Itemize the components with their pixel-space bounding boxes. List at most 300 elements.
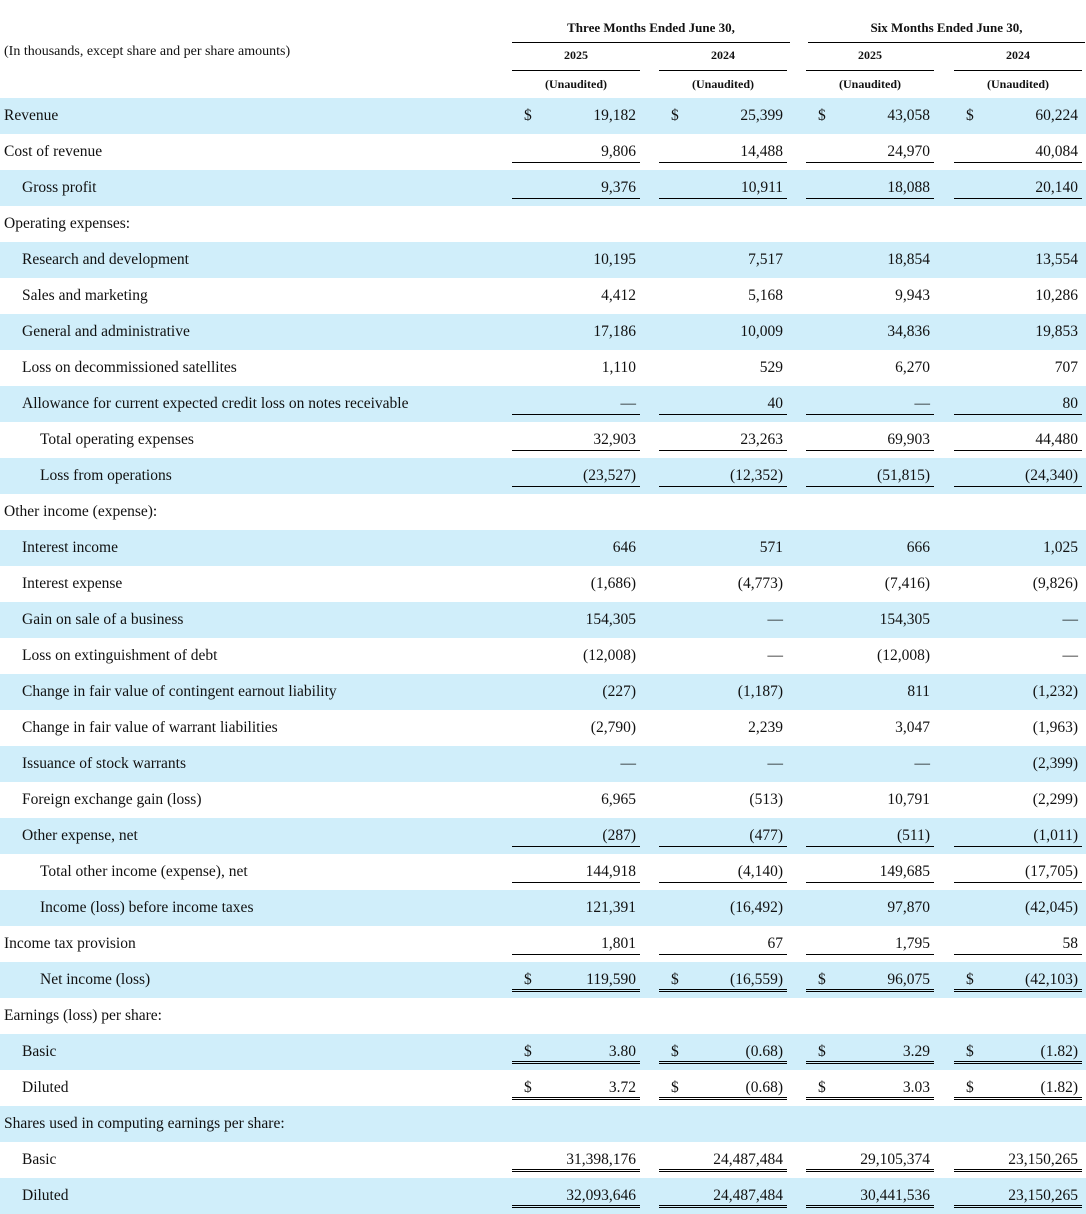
table-row xyxy=(0,602,1086,638)
table-cell xyxy=(659,350,787,386)
table-row xyxy=(0,566,1086,602)
cell-value: 121,391 xyxy=(585,899,636,916)
cell-value: 1,795 xyxy=(895,935,930,952)
table-cell xyxy=(954,926,1082,955)
cell-value: (1,011) xyxy=(1033,827,1078,844)
year-rule xyxy=(806,70,934,71)
table-cell xyxy=(806,422,934,451)
table-row xyxy=(0,134,1086,170)
cell-value: — xyxy=(1062,611,1078,628)
table-row xyxy=(0,422,1086,458)
cell-value: (12,352) xyxy=(730,467,783,484)
currency-symbol: $ xyxy=(966,1079,974,1096)
table-cell xyxy=(659,1034,787,1064)
row-label: Total other income (expense), net xyxy=(40,863,248,880)
row-label: Change in fair value of contingent earnout liability xyxy=(22,683,337,700)
cell-value: 19,182 xyxy=(593,107,636,124)
cell-value: 32,093,646 xyxy=(566,1187,636,1204)
table-cell xyxy=(954,350,1082,386)
table-cell xyxy=(806,746,934,782)
cell-value: 707 xyxy=(1054,359,1078,376)
cell-value: 40 xyxy=(767,395,783,412)
cell-value: 10,791 xyxy=(887,791,930,808)
table-row xyxy=(0,242,1086,278)
table-cell xyxy=(659,962,787,992)
cell-value: 646 xyxy=(612,539,636,556)
units-note: (In thousands, except share and per share amounts) xyxy=(4,44,291,59)
cell-value: 69,903 xyxy=(887,431,930,448)
table-cell xyxy=(659,422,787,451)
row-label: Earnings (loss) per share: xyxy=(4,1007,162,1024)
row-label: Foreign exchange gain (loss) xyxy=(22,791,202,808)
row-label: General and administrative xyxy=(22,323,190,340)
row-label: Research and development xyxy=(22,251,189,268)
cell-value: (12,008) xyxy=(877,647,930,664)
cell-value: (1.82) xyxy=(1040,1079,1078,1096)
table-cell xyxy=(659,278,787,314)
cell-value: 19,853 xyxy=(1035,323,1078,340)
cell-value: — xyxy=(620,395,636,412)
table-cell xyxy=(806,638,934,674)
cell-value: 4,412 xyxy=(601,287,636,304)
table-cell xyxy=(512,854,640,883)
row-label: Other expense, net xyxy=(22,827,138,844)
cell-value: (2,790) xyxy=(590,719,636,736)
table-cell xyxy=(806,674,934,710)
cell-value: 60,224 xyxy=(1035,107,1078,124)
table-cell xyxy=(512,638,640,674)
currency-symbol: $ xyxy=(966,1043,974,1060)
cell-value: 1,801 xyxy=(601,935,636,952)
cell-value: 3.72 xyxy=(608,1079,636,1096)
table-cell xyxy=(659,134,787,163)
currency-symbol: $ xyxy=(818,971,826,988)
table-cell xyxy=(954,170,1082,199)
cell-value: — xyxy=(767,611,783,628)
table-cell xyxy=(806,998,934,1034)
table-row xyxy=(0,1106,1086,1142)
cell-value: 1,025 xyxy=(1043,539,1078,556)
cell-value: — xyxy=(1062,647,1078,664)
cell-value: (16,559) xyxy=(730,971,783,988)
table-row xyxy=(0,746,1086,782)
table-cell xyxy=(659,1142,787,1172)
cell-value: 666 xyxy=(906,539,930,556)
table-cell xyxy=(806,206,934,242)
table-cell xyxy=(659,818,787,847)
row-label: Interest income xyxy=(22,539,118,556)
cell-value: 31,398,176 xyxy=(566,1151,636,1168)
table-cell xyxy=(659,530,787,566)
table-cell xyxy=(954,1034,1082,1064)
cell-value: (42,045) xyxy=(1025,899,1078,916)
cell-value: (511) xyxy=(897,827,930,844)
table-cell xyxy=(659,242,787,278)
cell-value: — xyxy=(620,755,636,772)
table-cell xyxy=(659,566,787,602)
table-cell xyxy=(954,854,1082,883)
table-cell xyxy=(954,962,1082,992)
row-label: Loss on extinguishment of debt xyxy=(22,647,218,664)
table-cell xyxy=(659,674,787,710)
column-year: 2025 xyxy=(564,48,588,62)
table-cell xyxy=(659,746,787,782)
table-cell xyxy=(659,602,787,638)
cell-value: 10,195 xyxy=(593,251,636,268)
table-cell xyxy=(512,422,640,451)
table-cell xyxy=(512,1034,640,1064)
table-cell xyxy=(512,314,640,350)
table-row xyxy=(0,98,1086,134)
cell-value: 18,854 xyxy=(887,251,930,268)
table-cell xyxy=(512,458,640,487)
currency-symbol: $ xyxy=(524,1043,532,1060)
table-cell xyxy=(954,422,1082,451)
cell-value: 23,150,265 xyxy=(1008,1151,1078,1168)
column-year: 2024 xyxy=(711,48,735,62)
table-cell xyxy=(954,746,1082,782)
column-status: (Unaudited) xyxy=(544,77,607,91)
row-label: Gain on sale of a business xyxy=(22,611,184,628)
table-cell xyxy=(806,818,934,847)
cell-value: 529 xyxy=(759,359,783,376)
cell-value: 154,305 xyxy=(585,611,636,628)
table-cell xyxy=(512,746,640,782)
table-cell xyxy=(512,242,640,278)
cell-value: 3,047 xyxy=(895,719,930,736)
cell-value: (0.68) xyxy=(745,1079,783,1096)
group-rule xyxy=(512,42,790,43)
row-label: Shares used in computing earnings per share: xyxy=(4,1115,285,1132)
table-row xyxy=(0,314,1086,350)
table-cell xyxy=(806,458,934,487)
table-cell xyxy=(954,674,1082,710)
table-cell xyxy=(806,134,934,163)
cell-value: 3.03 xyxy=(902,1079,930,1096)
currency-symbol: $ xyxy=(671,1079,679,1096)
cell-value: 14,488 xyxy=(740,143,783,160)
table-cell xyxy=(806,710,934,746)
cell-value: 24,970 xyxy=(887,143,930,160)
column-status: (Unaudited) xyxy=(838,77,901,91)
cell-value: 6,965 xyxy=(601,791,636,808)
row-label: Basic xyxy=(22,1151,57,1168)
table-row xyxy=(0,206,1086,242)
cell-value: 32,903 xyxy=(593,431,636,448)
row-label: Loss from operations xyxy=(40,467,172,484)
cell-value: (4,773) xyxy=(737,575,783,592)
table-cell xyxy=(806,1178,934,1208)
table-cell xyxy=(512,818,640,847)
table-cell xyxy=(512,962,640,992)
row-label: Other income (expense): xyxy=(4,503,158,520)
row-label: Operating expenses: xyxy=(4,215,131,232)
cell-value: (1,963) xyxy=(1032,719,1078,736)
cell-value: 3.29 xyxy=(902,1043,930,1060)
cell-value: (2,399) xyxy=(1032,755,1078,772)
row-label: Issuance of stock warrants xyxy=(22,755,186,772)
cell-value: 29,105,374 xyxy=(860,1151,930,1168)
cell-value: 17,186 xyxy=(593,323,636,340)
table-cell xyxy=(512,710,640,746)
cell-value: 58 xyxy=(1062,935,1078,952)
table-cell xyxy=(659,314,787,350)
cell-value: (42,103) xyxy=(1025,971,1078,988)
cell-value: (0.68) xyxy=(745,1043,783,1060)
table-cell xyxy=(954,1070,1082,1100)
cell-value: (1,187) xyxy=(737,683,783,700)
table-cell xyxy=(806,278,934,314)
table-row xyxy=(0,386,1086,422)
table-cell xyxy=(954,458,1082,487)
cell-value: — xyxy=(914,395,930,412)
currency-symbol: $ xyxy=(966,107,974,124)
table-cell xyxy=(659,890,787,926)
table-cell xyxy=(954,386,1082,415)
column-status: (Unaudited) xyxy=(691,77,754,91)
income-statement-table xyxy=(0,98,1086,1214)
row-label: Allowance for current expected credit loss on notes receivable xyxy=(22,395,409,412)
table-cell xyxy=(512,278,640,314)
table-cell xyxy=(659,710,787,746)
table-cell xyxy=(512,350,640,386)
cell-value: 44,480 xyxy=(1035,431,1078,448)
table-cell xyxy=(806,782,934,818)
row-label: Basic xyxy=(22,1043,57,1060)
table-cell xyxy=(806,530,934,566)
row-label: Sales and marketing xyxy=(22,287,148,304)
row-label: Diluted xyxy=(22,1079,69,1096)
table-row xyxy=(0,530,1086,566)
table-cell xyxy=(806,1106,934,1142)
currency-symbol: $ xyxy=(818,107,826,124)
table-row xyxy=(0,350,1086,386)
table-cell xyxy=(954,98,1082,134)
cell-value: 43,058 xyxy=(887,107,930,124)
cell-value: 96,075 xyxy=(887,971,930,988)
table-cell xyxy=(954,638,1082,674)
group-title-three-months: Three Months Ended June 30, xyxy=(567,20,735,35)
row-label: Gross profit xyxy=(22,179,97,196)
table-row xyxy=(0,278,1086,314)
table-cell xyxy=(659,1106,787,1142)
table-cell xyxy=(954,998,1082,1034)
row-label: Net income (loss) xyxy=(40,971,151,988)
table-cell xyxy=(806,314,934,350)
table-row xyxy=(0,782,1086,818)
cell-value: 23,150,265 xyxy=(1008,1187,1078,1204)
row-label: Total operating expenses xyxy=(40,431,194,448)
table-row xyxy=(0,962,1086,998)
table-cell xyxy=(806,170,934,199)
table-cell xyxy=(512,98,640,134)
row-label: Cost of revenue xyxy=(4,143,103,160)
cell-value: — xyxy=(914,755,930,772)
table-cell xyxy=(512,134,640,163)
cell-value: 144,918 xyxy=(585,863,636,880)
cell-value: 10,009 xyxy=(740,323,783,340)
table-cell xyxy=(954,818,1082,847)
currency-symbol: $ xyxy=(818,1043,826,1060)
cell-value: (51,815) xyxy=(877,467,930,484)
table-row xyxy=(0,818,1086,854)
table-cell xyxy=(659,926,787,955)
table-cell xyxy=(806,386,934,415)
table-cell xyxy=(659,1178,787,1208)
cell-value: (17,705) xyxy=(1025,863,1078,880)
table-cell xyxy=(954,1142,1082,1172)
row-label: Income tax provision xyxy=(4,935,136,952)
column-status: (Unaudited) xyxy=(986,77,1049,91)
cell-value: — xyxy=(767,755,783,772)
currency-symbol: $ xyxy=(818,1079,826,1096)
table-row xyxy=(0,1142,1086,1178)
table-cell xyxy=(954,1106,1082,1142)
cell-value: (12,008) xyxy=(583,647,636,664)
cell-value: (2,299) xyxy=(1032,791,1078,808)
cell-value: (287) xyxy=(602,827,636,844)
cell-value: (24,340) xyxy=(1025,467,1078,484)
cell-value: (4,140) xyxy=(737,863,783,880)
table-cell xyxy=(659,170,787,199)
table-cell xyxy=(512,998,640,1034)
table-row xyxy=(0,1034,1086,1070)
table-row xyxy=(0,1178,1086,1214)
cell-value: 10,286 xyxy=(1035,287,1078,304)
table-cell xyxy=(512,602,640,638)
table-cell xyxy=(659,458,787,487)
table-cell xyxy=(806,242,934,278)
cell-value: (1,686) xyxy=(590,575,636,592)
table-cell xyxy=(954,314,1082,350)
table-cell xyxy=(806,962,934,992)
table-cell xyxy=(512,530,640,566)
table-cell xyxy=(512,494,640,530)
cell-value: 18,088 xyxy=(887,179,930,196)
table-cell xyxy=(954,494,1082,530)
cell-value: 24,487,484 xyxy=(713,1187,783,1204)
table-row xyxy=(0,710,1086,746)
cell-value: 3.80 xyxy=(608,1043,636,1060)
table-cell xyxy=(512,566,640,602)
row-label: Change in fair value of warrant liabilities xyxy=(22,719,278,736)
table-row xyxy=(0,494,1086,530)
cell-value: (23,527) xyxy=(583,467,636,484)
column-year: 2025 xyxy=(858,48,882,62)
cell-value: 1,110 xyxy=(601,359,636,376)
cell-value: 10,911 xyxy=(740,179,783,196)
table-cell xyxy=(512,782,640,818)
table-cell xyxy=(954,566,1082,602)
table-row xyxy=(0,998,1086,1034)
cell-value: (16,492) xyxy=(730,899,783,916)
table-cell xyxy=(659,206,787,242)
table-cell xyxy=(659,854,787,883)
currency-symbol: $ xyxy=(966,971,974,988)
cell-value: 154,305 xyxy=(879,611,930,628)
cell-value: 23,263 xyxy=(740,431,783,448)
table-cell xyxy=(659,998,787,1034)
currency-symbol: $ xyxy=(524,971,532,988)
table-cell xyxy=(954,242,1082,278)
table-cell xyxy=(806,494,934,530)
table-cell xyxy=(806,350,934,386)
table-cell xyxy=(512,1106,640,1142)
cell-value: 6,270 xyxy=(895,359,930,376)
table-cell xyxy=(954,134,1082,163)
group-title-six-months: Six Months Ended June 30, xyxy=(870,20,1023,35)
table-cell xyxy=(954,278,1082,314)
cell-value: 571 xyxy=(759,539,783,556)
year-rule xyxy=(512,70,640,71)
table-cell xyxy=(806,566,934,602)
group-rule xyxy=(808,42,1085,43)
cell-value: (477) xyxy=(749,827,783,844)
table-cell xyxy=(806,602,934,638)
cell-value: 811 xyxy=(907,683,930,700)
table-cell xyxy=(954,602,1082,638)
currency-symbol: $ xyxy=(524,1079,532,1096)
cell-value: 34,836 xyxy=(887,323,930,340)
cell-value: 20,140 xyxy=(1035,179,1078,196)
cell-value: 24,487,484 xyxy=(713,1151,783,1168)
table-cell xyxy=(806,854,934,883)
currency-symbol: $ xyxy=(671,1043,679,1060)
cell-value: 30,441,536 xyxy=(860,1187,930,1204)
cell-value: 119,590 xyxy=(586,971,636,988)
table-cell xyxy=(954,890,1082,926)
row-label: Revenue xyxy=(4,107,59,124)
table-cell xyxy=(659,494,787,530)
year-rule xyxy=(954,70,1082,71)
cell-value: 9,943 xyxy=(895,287,930,304)
table-cell xyxy=(806,1070,934,1100)
column-year: 2024 xyxy=(1006,48,1030,62)
table-cell xyxy=(806,1034,934,1064)
currency-symbol: $ xyxy=(524,107,532,124)
cell-value: (1,232) xyxy=(1032,683,1078,700)
cell-value: 9,376 xyxy=(601,179,636,196)
table-row xyxy=(0,854,1086,890)
table-cell xyxy=(954,206,1082,242)
table-cell xyxy=(954,710,1082,746)
cell-value: 13,554 xyxy=(1035,251,1078,268)
cell-value: 5,168 xyxy=(748,287,783,304)
table-cell xyxy=(954,530,1082,566)
table-cell xyxy=(512,1070,640,1100)
table-cell xyxy=(512,926,640,955)
cell-value: (513) xyxy=(749,791,783,808)
table-cell xyxy=(659,386,787,415)
table-cell xyxy=(806,98,934,134)
table-cell xyxy=(512,1178,640,1208)
table-cell xyxy=(954,782,1082,818)
table-cell xyxy=(806,1142,934,1172)
cell-value: 25,399 xyxy=(740,107,783,124)
table-cell xyxy=(512,674,640,710)
cell-value: 40,084 xyxy=(1035,143,1078,160)
cell-value: 9,806 xyxy=(601,143,636,160)
cell-value: (7,416) xyxy=(884,575,930,592)
table-cell xyxy=(512,386,640,415)
table-row xyxy=(0,170,1086,206)
currency-symbol: $ xyxy=(671,107,679,124)
row-label: Loss on decommissioned satellites xyxy=(22,359,237,376)
table-cell xyxy=(659,782,787,818)
cell-value: 80 xyxy=(1062,395,1078,412)
table-cell xyxy=(806,890,934,926)
table-cell xyxy=(659,98,787,134)
